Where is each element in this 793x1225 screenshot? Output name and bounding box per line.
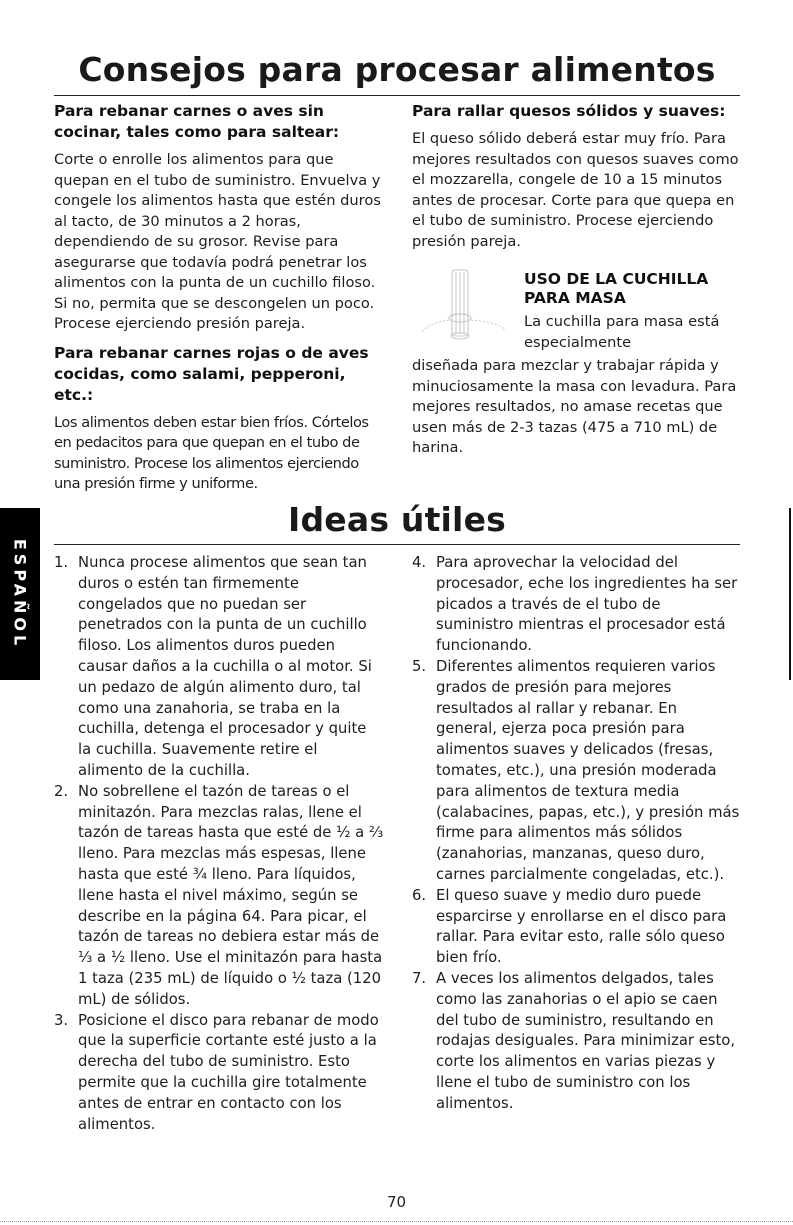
page-title: Consejos para procesar alimentos	[78, 50, 716, 89]
idea-item-6	[412, 886, 742, 969]
idea-number: 7.	[412, 969, 427, 987]
idea-number: 3.	[54, 1011, 69, 1029]
section-text-cooked-meat: Los alimentos deben estar bien fríos. Córtelos en pedacitos para que quepan en el tubo de suministro. Procese los alimentos ejerciendo una presión firme y uniforme.	[54, 413, 369, 492]
language-tab	[0, 508, 40, 680]
idea-text: Nunca procese alimentos que sean tan duros o estén tan firmemente congelados que no puedan ser penetrados con la punta de un cuchillo filoso. Los alimentos duros pueden causar daños a la cuchilla o al motor. Si un pedazo de algún alimento duro, tal como una zanahoria, se traba en la cuchilla, detenga el procesador y quite la cuchilla. Suavemente retire el alimento de la cuchilla.	[78, 554, 372, 779]
idea-text: El queso suave y medio duro puede esparcirse y enrollarse en el disco para rallar. Para evitar esto, ralle sólo queso bien frío.	[436, 886, 727, 967]
idea-item-2	[54, 782, 384, 1011]
idea-text: Para aprovechar la velocidad del procesador, eche los ingredientes ha ser picados a través de el tubo de suministro mientras el procesador está funcionando.	[436, 554, 738, 655]
page-number: 70	[386, 1193, 407, 1211]
page-bottom-rule	[0, 1221, 793, 1222]
ideas-title: Ideas útiles	[288, 500, 506, 539]
idea-item-3	[54, 1011, 384, 1136]
ideas-left-column	[54, 553, 384, 1135]
dough-blade-text-start: La cuchilla para masa está especialmente	[524, 313, 720, 351]
idea-item-7	[412, 969, 742, 1115]
title-rule	[54, 95, 740, 96]
idea-number: 6.	[412, 886, 427, 904]
dough-blade-icon	[414, 266, 524, 356]
section-text-cheese: El queso sólido deberá estar muy frío. Para mejores resultados con quesos suaves como el mozzarella, congele de 10 a 15 minutos antes de procesar. Corte para que quepa en el tubo de suministro. Procese ejerciendo presión pareja.	[412, 130, 739, 250]
idea-text: Diferentes alimentos requieren varios grados de presión para mejores resultados al rallar y rebanar. En general, ejerza poca presión para alimentos suaves y delicados (fresas, tomates, etc.), una presión moderada para alimentos de textura media (calabacines, papas, etc.), y presión más firme para alimentos más sólidos (zanahorias, manzanas, queso duro, carnes parcialmente congeladas, etc.).	[436, 657, 740, 883]
right-edge-marker	[789, 508, 791, 680]
idea-text: No sobrellene el tazón de tareas o el minitazón. Para mezclas ralas, llene el tazón de tareas hasta que esté de ½ a ⅔ lleno. Para mezclas más espesas, llene hasta que esté ¾ lleno. Para líquidos, llene hasta el nivel máximo, según se describe en la página 64. Para picar, el tazón de tareas no debiera estar más de ⅓ a ½ lleno. Use el minitazón para hasta 1 taza (235 mL) de líquido o ½ taza (120 mL) de sólidos.	[78, 782, 384, 1008]
idea-number: 4.	[412, 554, 427, 571]
idea-number: 5.	[412, 657, 427, 675]
language-tab-label: ESPAÑOL	[10, 538, 30, 650]
dough-blade-text-rest: diseñada para mezclar y trabajar rápida y minuciosamente la masa con levadura. Para mejores resultados, no amase recetas que usen más de 2-3 tazas (475 a 710 mL) de harina.	[412, 357, 737, 456]
ideas-rule	[54, 544, 740, 545]
dough-blade-section	[412, 266, 742, 356]
ideas-right-column	[412, 553, 742, 1115]
idea-text: Posicione el disco para rebanar de modo que la superficie cortante esté justo a la derecha del tubo de suministro. Esto permite que la cuchilla gire totalmente antes de entrar en contacto con los alimentos.	[78, 1011, 379, 1133]
idea-number: 2.	[54, 782, 69, 800]
idea-number: 1.	[54, 554, 69, 571]
section-heading-raw-meat: Para rebanar carnes o aves sin cocinar, tales como para saltear:	[54, 102, 340, 141]
idea-item-4	[412, 553, 742, 657]
tips-right-column	[412, 101, 742, 459]
section-heading-cooked-meat: Para rebanar carnes rojas o de aves cocidas, como salami, pepperoni, etc.:	[54, 343, 369, 404]
dough-blade-heading: USO DE LA CUCHILLA PARA MASA	[524, 270, 709, 307]
section-text-raw-meat: Corte o enrolle los alimentos para que quepan en el tubo de suministro. Envuelva y congele los alimentos hasta que estén duros al tacto, de 30 minutos a 2 horas, dependiendo de su grosor. Revise para asegurarse que todavía podrá penetrar los alimentos con la punta de un cuchillo filoso. Si no, permita que se descongelen un poco. Procese ejerciendo presión pareja.	[54, 151, 381, 332]
tips-left-column	[54, 101, 384, 495]
idea-text: A veces los alimentos delgados, tales como las zanahorias o el apio se caen del tubo de suministro, resultando en rodajas desiguales. Para minimizar esto, corte los alimentos en varias piezas y llene el tubo de suministro con los alimentos.	[436, 969, 736, 1112]
idea-item-5	[412, 657, 742, 886]
idea-item-1	[54, 553, 384, 782]
section-heading-cheese: Para rallar quesos sólidos y suaves:	[412, 102, 726, 120]
